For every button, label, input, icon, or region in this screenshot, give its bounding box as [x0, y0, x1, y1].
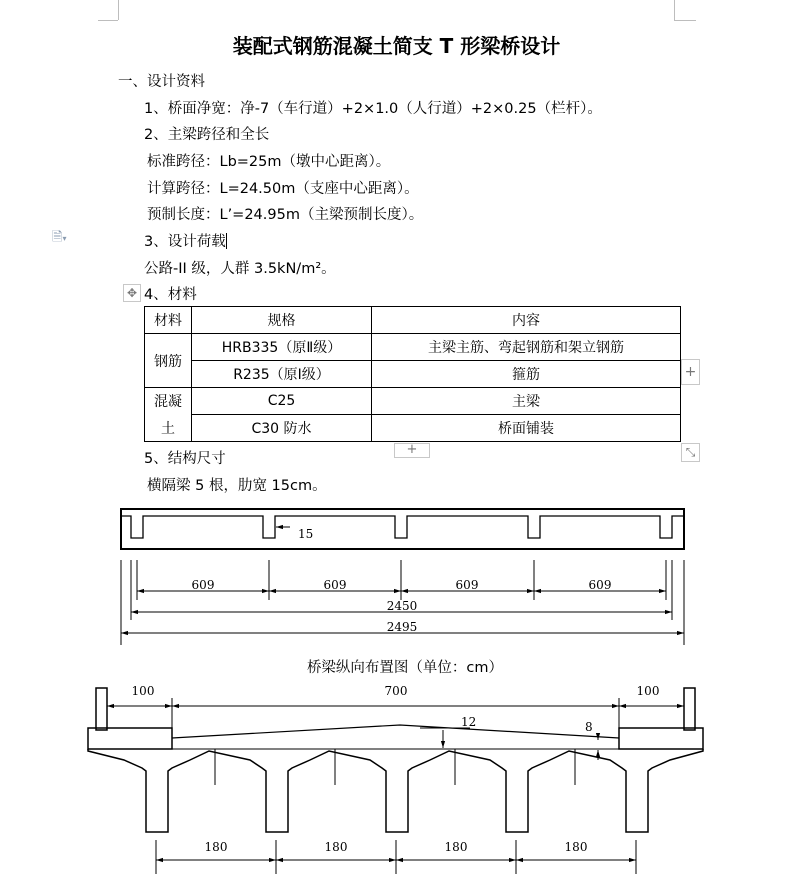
paragraph-calc-span: 计算跨径：L=24.50m（支座中心距离）。 — [147, 181, 419, 197]
span-label: 609 — [588, 578, 612, 592]
document-map-icon[interactable]: 🗎▾ — [52, 230, 67, 245]
table-header-cell: 内容 — [372, 307, 681, 334]
girder-spacing-label: 180 — [324, 840, 348, 854]
span-label: 609 — [455, 578, 479, 592]
load-heading-text: 3、设计荷载 — [144, 234, 226, 250]
page-corner-mark — [674, 20, 696, 21]
add-row-button[interactable]: + — [394, 443, 430, 458]
crown-height-label: 12 — [461, 715, 477, 729]
roadway-width-label: 700 — [384, 684, 408, 698]
paragraph-structure-heading: 5、结构尺寸 — [144, 451, 226, 467]
t-girder-outline — [88, 749, 703, 832]
table-header-cell: 规格 — [192, 307, 372, 334]
girder-spacing-label: 180 — [204, 840, 228, 854]
spec-cell: R235（原Ⅰ级） — [192, 361, 372, 388]
table-header-row — [145, 307, 681, 334]
right-sidewalk — [619, 728, 703, 749]
table-row — [145, 334, 681, 361]
cross-section-drawing — [0, 680, 793, 876]
spec-cell: HRB335（原Ⅱ级） — [192, 334, 372, 361]
deck-pavement — [172, 725, 619, 738]
section-heading: 一、设计资料 — [118, 74, 205, 90]
right-railing — [684, 688, 695, 730]
left-railing — [96, 688, 107, 730]
span-label: 609 — [191, 578, 215, 592]
paragraph-load: 公路-II 级，人群 3.5kN/m²。 — [144, 261, 336, 277]
material-concrete-cell-bottom: 土 — [145, 415, 192, 442]
text-cursor — [226, 233, 227, 249]
longitudinal-layout-drawing — [0, 500, 793, 650]
paragraph-precast-length: 预制长度：L’=24.95m（主梁预制长度）。 — [147, 207, 424, 223]
add-column-button[interactable]: + — [681, 359, 700, 385]
table-row — [145, 388, 681, 415]
table-resize-handle[interactable]: ⤡ — [681, 443, 700, 462]
content-cell: 箍筋 — [372, 361, 681, 388]
figure-caption: 桥梁纵向布置图（单位：cm） — [306, 660, 504, 676]
page-corner-mark — [98, 20, 118, 21]
total-length-label: 2495 — [386, 620, 418, 634]
rib-width-label: 15 — [298, 527, 314, 541]
content-cell: 主梁 — [372, 388, 681, 415]
left-sidewalk — [88, 728, 172, 749]
materials-table — [144, 306, 681, 442]
sidewalk-width-label: 100 — [131, 684, 155, 698]
paragraph-load-heading — [144, 230, 227, 251]
paragraph-span-heading: 2、主梁跨径和全长 — [144, 127, 270, 143]
sidewalk-width-label: 100 — [636, 684, 660, 698]
paragraph-diaphragm: 横隔梁 5 根，肋宽 15cm。 — [147, 478, 327, 494]
table-move-handle[interactable]: ✥ — [123, 284, 141, 302]
beam-outline — [121, 509, 684, 549]
page-corner-mark — [674, 0, 675, 20]
material-steel-cell: 钢筋 — [145, 334, 192, 388]
edge-height-label: 8 — [585, 720, 593, 734]
table-header-cell: 材料 — [145, 307, 192, 334]
table-row — [145, 361, 681, 388]
spec-cell: C30 防水 — [192, 415, 372, 442]
table-row — [145, 415, 681, 442]
page-corner-mark — [118, 0, 119, 20]
paragraph-materials-heading: 4、材料 — [144, 287, 197, 303]
girder-spacing-label: 180 — [444, 840, 468, 854]
spec-cell: C25 — [192, 388, 372, 415]
content-cell: 桥面铺装 — [372, 415, 681, 442]
paragraph-standard-span: 标准跨径：Lb=25m（墩中心距离）。 — [147, 154, 391, 170]
calc-span-label: 2450 — [386, 599, 418, 613]
diaphragm-outline — [121, 516, 684, 538]
span-label: 609 — [323, 578, 347, 592]
paragraph-deck-width: 1、桥面净宽：净-7（车行道）+2×1.0（人行道）+2×0.25（栏杆）。 — [144, 101, 602, 117]
document-title: 装配式钢筋混凝土简支 T 形梁桥设计 — [232, 34, 561, 58]
material-concrete-cell-top: 混凝 — [145, 388, 192, 415]
content-cell: 主梁主筋、弯起钢筋和架立钢筋 — [372, 334, 681, 361]
girder-spacing-label: 180 — [564, 840, 588, 854]
